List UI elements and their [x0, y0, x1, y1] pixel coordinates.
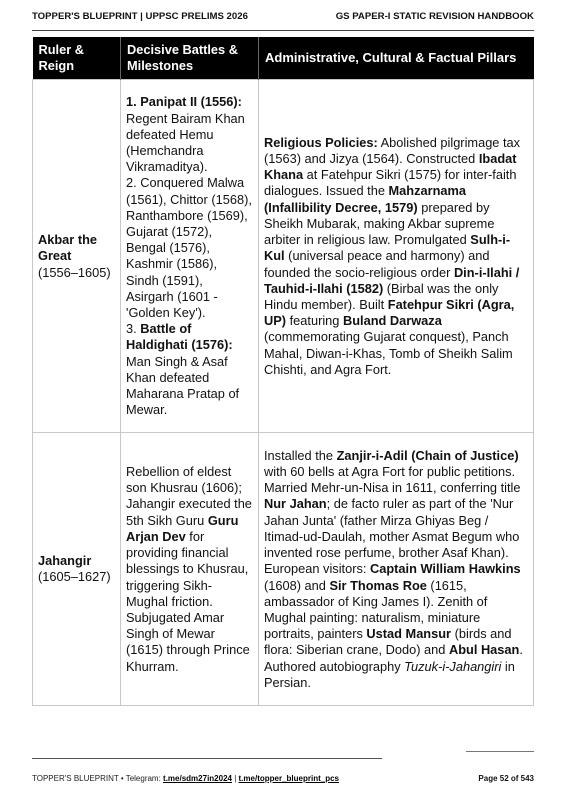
footer-divider-short [466, 751, 534, 752]
body-text: (universal peace and harmony) and founded the socio-religious order [264, 248, 490, 280]
ruler-cell [33, 433, 121, 706]
col-header-pillars: Administrative, Cultural & Factual Pillars [259, 37, 534, 80]
body-text: (commemorating Gujarat conquest), Panch Mahal, Diwan-i-Khas, Tomb of Sheikh Salim Chishti, and Agra Fort. [264, 329, 513, 377]
ruler-reign: (1605–1627) [38, 569, 111, 585]
ruler-name: Jahangir [38, 553, 92, 569]
body-text: prepared by Sheikh Mubarak, making Akbar supreme arbiter in religious law. Promulgated [264, 199, 495, 248]
body-text: Abolished pilgrimage tax (1563) and Jizya (1564). Constructed [264, 134, 521, 167]
body-text: in Persian. [264, 658, 515, 690]
key-term: Zanjir-i-Adil (Chain of Justice) [336, 447, 519, 463]
header-divider [32, 30, 534, 31]
body-text: . Authored autobiography [264, 642, 523, 674]
battle-text: 2. Conquered Malwa (1561), Chittor (1568), Ranthambore (1569), Gujarat (1572), Bengal (1576), Kashmir (1586), Sindh (1591), Asirgarh (1601 - 'Golden Key'). [126, 175, 252, 321]
col-header-ruler: Ruler & Reign [33, 37, 121, 80]
battles-cell [121, 80, 259, 433]
body-text: (Birbal was the only Hindu member). Built [264, 280, 499, 312]
body-text: for providing financial blessings to Khusrau, triggering Sikh-Mughal friction. Subjugated Amar Singh of Mewar (1615) through Prince Khurram. [126, 528, 250, 674]
footer-prefix: TOPPER'S BLUEPRINT • Telegram: [32, 774, 164, 783]
body-text: at Fatehpur Sikri (1575) for inter-faith dialogues. Issued the [264, 167, 517, 199]
battle-text: Regent Bairam Khan defeated Hemu (Hemchandra Vikramaditya). [126, 110, 245, 175]
table-row [33, 80, 534, 433]
body-text: (1615, ambassador of King James I). Zenith of Mughal painting: naturalism, miniature portraits, painters [264, 577, 488, 642]
ruler-name: Akbar the Great [38, 232, 98, 264]
body-text: with 60 bells at Agra Fort for public petitions. Married Mehr-un-Nisa in 1611, conferring title [264, 464, 521, 496]
key-term: Sir Thomas Roe [329, 577, 427, 593]
ruler-reign: (1556–1605) [38, 264, 111, 280]
key-term: Buland Darwaza [342, 313, 442, 329]
key-term: Ustad Mansur [366, 626, 452, 642]
body-text: ; de facto ruler as part of the 'Nur Jahan Junta' (father Mirza Ghiyas Beg / Itimad-ud-Daulah, mother Asmat Begum who invented rose perfume, brother Asaf Khan). European visitors: [264, 496, 520, 577]
body-text: Installed the [264, 447, 337, 463]
battles-cell [121, 433, 259, 706]
body-text: (1608) and [264, 577, 330, 593]
header-left: TOPPER'S BLUEPRINT | UPPSC PRELIMS 2026 [32, 11, 248, 22]
table-row [33, 433, 534, 706]
telegram-link-2[interactable]: t.me/topper_blueprint_pcs [238, 774, 339, 783]
page-number: Page 52 of 543 [478, 774, 534, 783]
key-term: Abul Hasan [448, 642, 520, 658]
key-term: Mahzarnama (Infallibility Decree, 1579) [264, 183, 467, 215]
battle-title: 1. Panipat II (1556): [126, 94, 242, 110]
running-header [32, 11, 534, 27]
header-right: GS PAPER-I STATIC REVISION HANDBOOK [335, 11, 534, 22]
book-title: Tuzuk-i-Jahangiri [404, 658, 502, 674]
battle-number: 3. [126, 321, 141, 337]
body-text: featuring [286, 313, 343, 329]
footer-separator: | [231, 774, 239, 783]
footer-text [32, 774, 339, 783]
key-term: Ibadat Khana [264, 151, 517, 183]
key-term: Din-i-Ilahi / Tauhid-i-Ilahi (1582) [264, 264, 520, 296]
pillars-cell [259, 433, 534, 706]
key-term: Guru Arjan Dev [126, 512, 239, 544]
key-term: Sulh-i-Kul [264, 232, 511, 264]
footer-divider [32, 758, 382, 759]
key-term: Fatehpur Sikri (Agra, UP) [264, 296, 515, 329]
rulers-table [32, 37, 534, 706]
telegram-link-1[interactable]: t.me/sdm27in2024 [163, 774, 232, 783]
table-header-row [33, 37, 534, 80]
key-term: Nur Jahan [264, 496, 327, 512]
pillars-cell [259, 80, 534, 433]
key-term: Captain William Hawkins [369, 561, 521, 577]
col-header-battles: Decisive Battles & Milestones [121, 37, 259, 80]
key-term: Religious Policies: [264, 134, 378, 150]
ruler-cell [33, 80, 121, 433]
battle-text: Man Singh & Asaf Khan defeated Maharana Pratap of Mewar. [126, 353, 240, 418]
battle-title: Battle of Haldighati (1576): [126, 321, 233, 353]
body-text: (birds and flora: Siberian crane, Dodo) and [264, 626, 512, 658]
body-text: Rebellion of eldest son Khusrau (1606); Jahangir executed the 5th Sikh Guru [126, 464, 252, 528]
